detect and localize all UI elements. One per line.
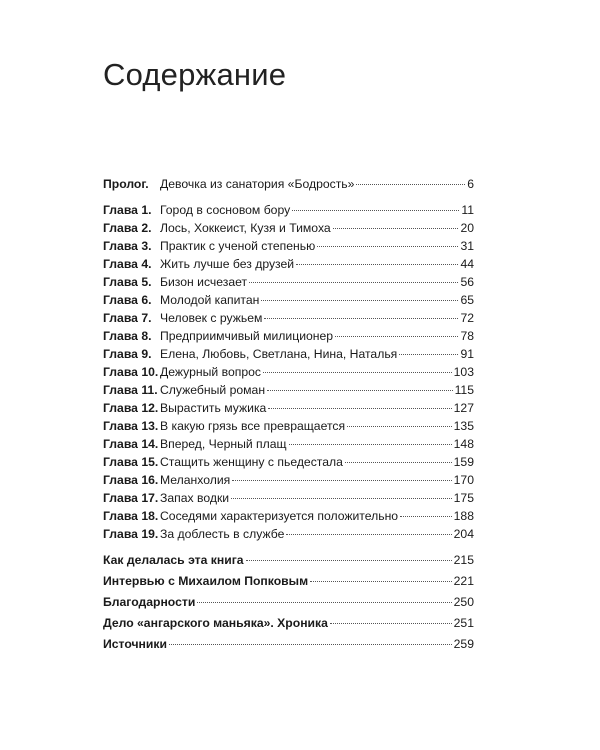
dot-leader xyxy=(261,300,458,301)
toc-entry-chapter-4[interactable] xyxy=(103,255,474,273)
toc-entry-chapter-7[interactable] xyxy=(103,309,474,327)
toc-entry-label: Глава 10. xyxy=(103,365,159,379)
toc-entry-title: Дело «ангарского маньяка». Хроника xyxy=(103,616,328,630)
toc-entry-title: Человек с ружьем xyxy=(160,311,263,325)
toc-entry-chapter-10[interactable] xyxy=(103,363,474,381)
dot-leader xyxy=(347,426,452,427)
toc-entry-page: 115 xyxy=(454,383,474,397)
toc-entry-title: В какую грязь все превращается xyxy=(160,419,346,433)
toc-entry-page: 31 xyxy=(460,239,474,253)
toc-entry-chapter-1[interactable] xyxy=(103,201,474,219)
toc-entry-making-of[interactable] xyxy=(103,550,474,571)
toc-entry-page: 259 xyxy=(453,637,474,651)
dot-leader xyxy=(231,498,452,499)
toc-entry-page: 56 xyxy=(460,275,474,289)
toc-entry-title: Предприимчивый милиционер xyxy=(160,329,334,343)
toc-entry-page: 20 xyxy=(460,221,474,235)
toc-entry-page: 65 xyxy=(460,293,474,307)
toc-entry-title: Стащить женщину с пьедестала xyxy=(160,455,343,469)
toc-entry-chapter-6[interactable] xyxy=(103,291,474,309)
toc-entry-page: 91 xyxy=(460,347,474,361)
toc-entry-chapter-8[interactable] xyxy=(103,327,474,345)
toc-entry-title: Интервью с Михаилом Попковым xyxy=(103,574,309,588)
toc-entry-label: Глава 16. xyxy=(103,473,159,487)
toc-entry-page: 188 xyxy=(453,509,474,523)
dot-leader xyxy=(264,318,458,319)
toc-entry-label: Глава 19. xyxy=(103,527,159,541)
toc-entry-title: Благодарности xyxy=(103,595,196,609)
toc-entry-label: Глава 6. xyxy=(103,293,152,307)
page-title: Содержание xyxy=(103,57,287,92)
toc-entry-chapter-3[interactable] xyxy=(103,237,474,255)
toc-entry-title: Как делалась эта книга xyxy=(103,553,244,567)
toc-entry-chapter-14[interactable] xyxy=(103,435,474,453)
toc-entry-page: 6 xyxy=(467,177,474,191)
toc-entry-page: 135 xyxy=(453,419,474,433)
toc-entry-page: 159 xyxy=(453,455,474,469)
toc-entry-page: 11 xyxy=(461,203,474,217)
toc-entry-label: Глава 13. xyxy=(103,419,159,433)
toc-entry-page: 72 xyxy=(460,311,474,325)
toc-entry-title: За доблесть в службе xyxy=(160,527,285,541)
dot-leader xyxy=(333,228,459,229)
toc-entry-page: 175 xyxy=(453,491,474,505)
toc-entry-chapter-17[interactable] xyxy=(103,489,474,507)
toc-entry-title: Бизон исчезает xyxy=(160,275,248,289)
toc-entry-page: 148 xyxy=(453,437,474,451)
dot-leader xyxy=(268,408,451,409)
dot-leader xyxy=(310,581,452,582)
dot-leader xyxy=(317,246,458,247)
toc-entry-page: 170 xyxy=(453,473,474,487)
toc-entry-page: 127 xyxy=(453,401,474,415)
toc-entry-page: 251 xyxy=(453,616,474,630)
toc-entry-label: Глава 1. xyxy=(103,203,152,217)
toc-entry-title: Меланхолия xyxy=(160,473,231,487)
toc-entry-label: Глава 4. xyxy=(103,257,152,271)
toc-entry-page: 78 xyxy=(460,329,474,343)
toc-entry-title: Практик с ученой степенью xyxy=(160,239,316,253)
toc-entry-title: Вырастить мужика xyxy=(160,401,267,415)
toc-entry-label: Глава 17. xyxy=(103,491,159,505)
dot-leader xyxy=(267,390,453,391)
toc-entry-chronicle[interactable] xyxy=(103,613,474,634)
dot-leader xyxy=(289,444,452,445)
dot-leader xyxy=(296,264,458,265)
dot-leader xyxy=(197,602,451,603)
toc-entry-label: Глава 12. xyxy=(103,401,159,415)
toc-entry-title: Вперед, Черный плащ xyxy=(160,437,287,451)
dot-leader xyxy=(292,210,459,211)
toc-entry-title: Запах водки xyxy=(160,491,230,505)
toc-chapters xyxy=(103,201,474,543)
toc-entry-label: Глава 8. xyxy=(103,329,152,343)
toc-entry-label: Пролог. xyxy=(103,177,149,191)
dot-leader xyxy=(286,534,451,535)
dot-leader xyxy=(399,354,458,355)
toc-entry-title: Источники xyxy=(103,637,168,651)
toc-entry-label: Глава 18. xyxy=(103,509,159,523)
toc-entry-label: Глава 15. xyxy=(103,455,159,469)
dot-leader xyxy=(330,623,452,624)
toc-entry-page: 250 xyxy=(453,595,474,609)
toc-entry-title: Жить лучше без друзей xyxy=(160,257,295,271)
toc-entry-label: Глава 14. xyxy=(103,437,159,451)
dot-leader xyxy=(400,516,452,517)
toc-extras xyxy=(103,550,474,655)
dot-leader xyxy=(169,644,452,645)
toc-entry-interview[interactable] xyxy=(103,571,474,592)
toc-entry-chapter-2[interactable] xyxy=(103,219,474,237)
dot-leader xyxy=(335,336,458,337)
toc-entry-page: 44 xyxy=(460,257,474,271)
toc-entry-chapter-19[interactable] xyxy=(103,525,474,543)
toc-entry-label: Глава 9. xyxy=(103,347,152,361)
dot-leader xyxy=(246,560,452,561)
toc-entry-chapter-11[interactable] xyxy=(103,381,474,399)
toc-entry-chapter-5[interactable] xyxy=(103,273,474,291)
toc-entry-title: Служебный роман xyxy=(160,383,266,397)
toc-entry-page: 103 xyxy=(453,365,474,379)
dot-leader xyxy=(345,462,452,463)
dot-leader xyxy=(263,372,452,373)
toc-entry-prolog[interactable] xyxy=(103,175,474,193)
dot-leader xyxy=(356,184,465,185)
toc-entry-chapter-13[interactable] xyxy=(103,417,474,435)
toc-entry-title: Молодой капитан xyxy=(160,293,260,307)
toc-prolog xyxy=(103,175,474,193)
toc-entry-page: 204 xyxy=(453,527,474,541)
dot-leader xyxy=(249,282,458,283)
toc-entry-label: Глава 3. xyxy=(103,239,152,253)
toc-entry-title: Город в сосновом бору xyxy=(160,203,291,217)
dot-leader xyxy=(232,480,451,481)
toc-entry-title: Елена, Любовь, Светлана, Нина, Наталья xyxy=(160,347,398,361)
toc-entry-title: Девочка из санатория «Бодрость» xyxy=(160,177,355,191)
toc-entry-page: 221 xyxy=(453,574,474,588)
toc-entry-sources[interactable] xyxy=(103,634,474,655)
toc-entry-chapter-18[interactable] xyxy=(103,507,474,525)
toc-entry-chapter-12[interactable] xyxy=(103,399,474,417)
toc-entry-page: 215 xyxy=(453,553,474,567)
toc-entry-label: Глава 7. xyxy=(103,311,152,325)
toc-entry-chapter-16[interactable] xyxy=(103,471,474,489)
toc-entry-label: Глава 5. xyxy=(103,275,152,289)
toc-entry-label: Глава 2. xyxy=(103,221,152,235)
toc-entry-title: Дежурный вопрос xyxy=(160,365,261,379)
toc-entry-label: Глава 11. xyxy=(103,383,158,397)
toc-entry-chapter-15[interactable] xyxy=(103,453,474,471)
toc-entry-title: Лось, Хоккеист, Кузя и Тимоха xyxy=(160,221,331,235)
toc-entry-chapter-9[interactable] xyxy=(103,345,474,363)
toc-entry-title: Соседями характеризуется положительно xyxy=(160,509,399,523)
toc-entry-acknowledgements[interactable] xyxy=(103,592,474,613)
